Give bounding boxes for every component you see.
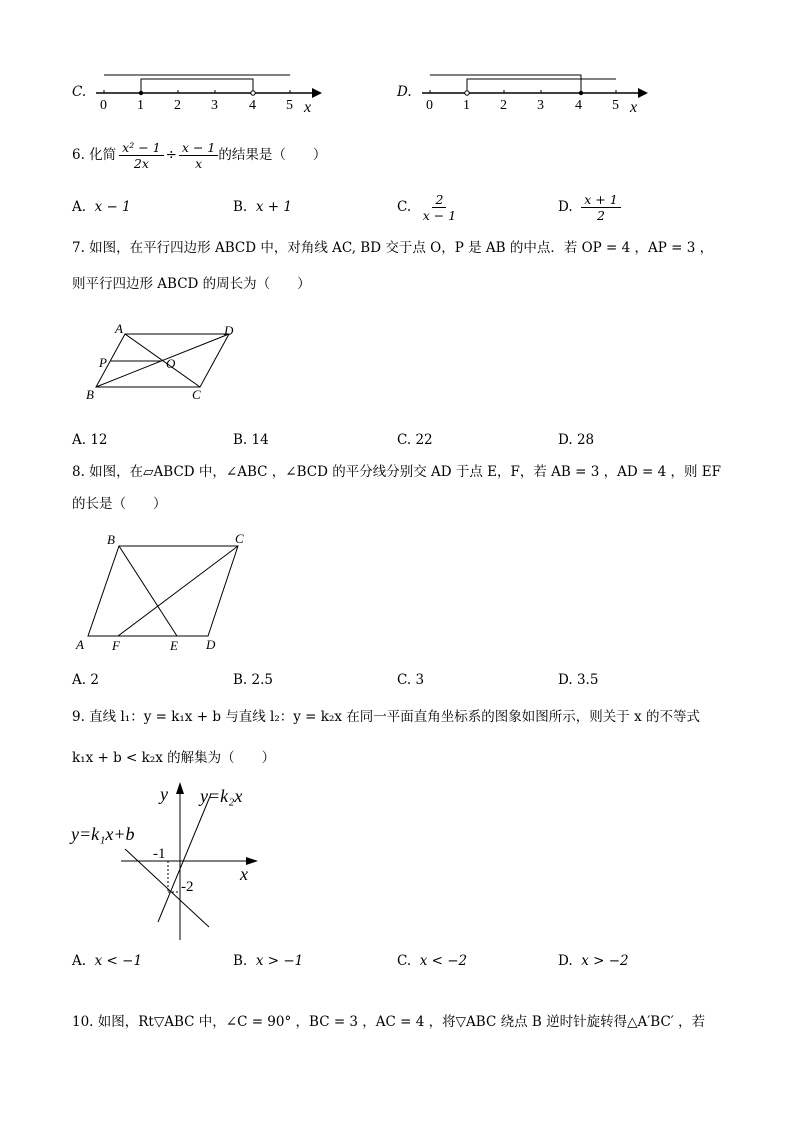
- q6-option-d-fraction: $\frac{x + 1}{2}$: [581, 192, 620, 223]
- mark-neg-2: -2: [181, 879, 194, 895]
- q9-option-a: A. x < −1: [72, 953, 143, 969]
- label-a: A: [76, 637, 84, 652]
- axis-var: x: [304, 99, 312, 114]
- label-d: D: [206, 637, 216, 652]
- q8-option-c: C. 3: [397, 672, 425, 688]
- tick-label: 2: [500, 98, 507, 113]
- option-d-label: D.: [397, 84, 412, 100]
- q8-option-b: B. 2.5: [233, 672, 273, 688]
- q7-option-a: A. 12: [72, 432, 108, 448]
- tick-label: 0: [426, 98, 433, 113]
- label-o: O: [166, 356, 176, 371]
- number-line-c: [90, 66, 330, 114]
- tick-label: 1: [463, 98, 470, 113]
- q8-stem-line1: 8. 如图，在▱ABCD 中，∠ABC ，∠BCD 的平分线分别交 AD 于点 E，F，若 AB = 3 ，AD = 4 ，则 EF: [72, 464, 721, 480]
- label-d: D: [224, 323, 234, 338]
- axis-arrow-c: [312, 88, 322, 98]
- question-6: [72, 135, 326, 175]
- tick-label: 3: [537, 98, 544, 113]
- axis-var: x: [630, 99, 638, 114]
- mark-neg-1: -1: [153, 846, 166, 862]
- q10-stem-line1: 10. 如图，Rt▽ABC 中，∠C = 90° ，BC = 3 ，AC = 4 ，将▽ABC 绕点 B 逆时针旋转得△A′BC′ ，若: [72, 1014, 706, 1030]
- tick-label: 4: [575, 98, 582, 113]
- label-c: C: [192, 387, 201, 402]
- q6-option-a: A. x − 1: [72, 199, 131, 215]
- label-b: B: [86, 387, 94, 402]
- label-f: F: [112, 638, 120, 653]
- tick-label: 4: [249, 98, 256, 113]
- tick-label: 5: [286, 98, 293, 113]
- axis-label-y: y: [160, 784, 168, 804]
- tick-label: 3: [211, 98, 218, 113]
- open-dot-d: [465, 91, 469, 95]
- q6-fraction-1: $\frac{\text{x² − 1}}{2x}$: [119, 140, 163, 171]
- q9-option-c: C. x < −2: [397, 953, 468, 969]
- q6-fraction-2: $\frac{x - 1}{x}$: [179, 140, 218, 171]
- axis-arrow-d: [638, 88, 648, 98]
- q9-stem-line1: 9. 直线 l₁：y = k₁x + b 与直线 l₂：y = k₂x 在同一平面直角坐标系的图象如图所示，则关于 x 的不等式: [72, 709, 700, 725]
- q9-option-d: D. x > −2: [558, 953, 629, 969]
- q6-suffix: 的结果是（ ）: [218, 147, 327, 163]
- tick-label: 5: [612, 98, 619, 113]
- q6-operator: ÷: [165, 147, 177, 163]
- label-l2: y=k₂x: [200, 786, 243, 806]
- q7-stem-line2: 则平行四边形 ABCD 的周长为（ ）: [72, 276, 311, 292]
- q7-figure: [82, 320, 247, 406]
- q7-option-d: D. 28: [558, 432, 595, 448]
- q9-stem-line2: k₁x + b < k₂x 的解集为（ ）: [72, 750, 276, 766]
- q7-option-b: B. 14: [233, 432, 269, 448]
- bisector-be: [119, 546, 177, 636]
- q6-option-c: C. $\frac{2}{x - 1}$: [397, 187, 459, 227]
- q9-option-b: B. x > −1: [233, 953, 304, 969]
- q6-option-c-fraction: $\frac{2}{x - 1}$: [422, 191, 457, 223]
- label-b: B: [107, 532, 115, 547]
- q8-figure: [70, 526, 255, 656]
- y-axis-arrow: [176, 782, 184, 794]
- open-dot-c: [251, 91, 255, 95]
- bisector-cf: [118, 546, 238, 636]
- q9-figure: [68, 780, 268, 945]
- segment-c: [141, 79, 253, 93]
- tick-label: 2: [174, 98, 181, 113]
- q8-option-a: A. 2: [72, 672, 99, 688]
- q8-option-d: D. 3.5: [558, 672, 599, 688]
- label-a: A: [115, 321, 123, 336]
- label-e: E: [170, 638, 178, 653]
- q6-option-d: D. $\frac{x + 1}{2}$: [558, 187, 621, 227]
- line-l2: [158, 794, 211, 922]
- axis-label-x: x: [240, 864, 248, 884]
- q6-option-b: B. x + 1: [233, 199, 292, 215]
- label-l1: y=k₁x+b: [71, 824, 135, 844]
- q8-stem-line2: 的长是（ ）: [72, 496, 167, 512]
- number-line-d: [416, 66, 656, 114]
- label-c: C: [235, 531, 244, 546]
- ray-upper-d: [430, 75, 581, 93]
- solid-dot-d: [579, 91, 583, 95]
- option-c-label: C.: [72, 84, 87, 100]
- tick-label: 0: [100, 98, 107, 113]
- tick-label: 1: [137, 98, 144, 113]
- q7-option-c: C. 22: [397, 432, 433, 448]
- label-p: P: [99, 355, 107, 370]
- q7-stem-line1: 7. 如图，在平行四边形 ABCD 中，对角线 AC, BD 交于点 O，P 是 AB 的中点．若 OP = 4 ，AP = 3 ，: [72, 240, 714, 256]
- q6-prefix: 6. 化简: [72, 147, 117, 163]
- solid-dot-c: [139, 91, 143, 95]
- parallelogram-abcd: [88, 546, 238, 636]
